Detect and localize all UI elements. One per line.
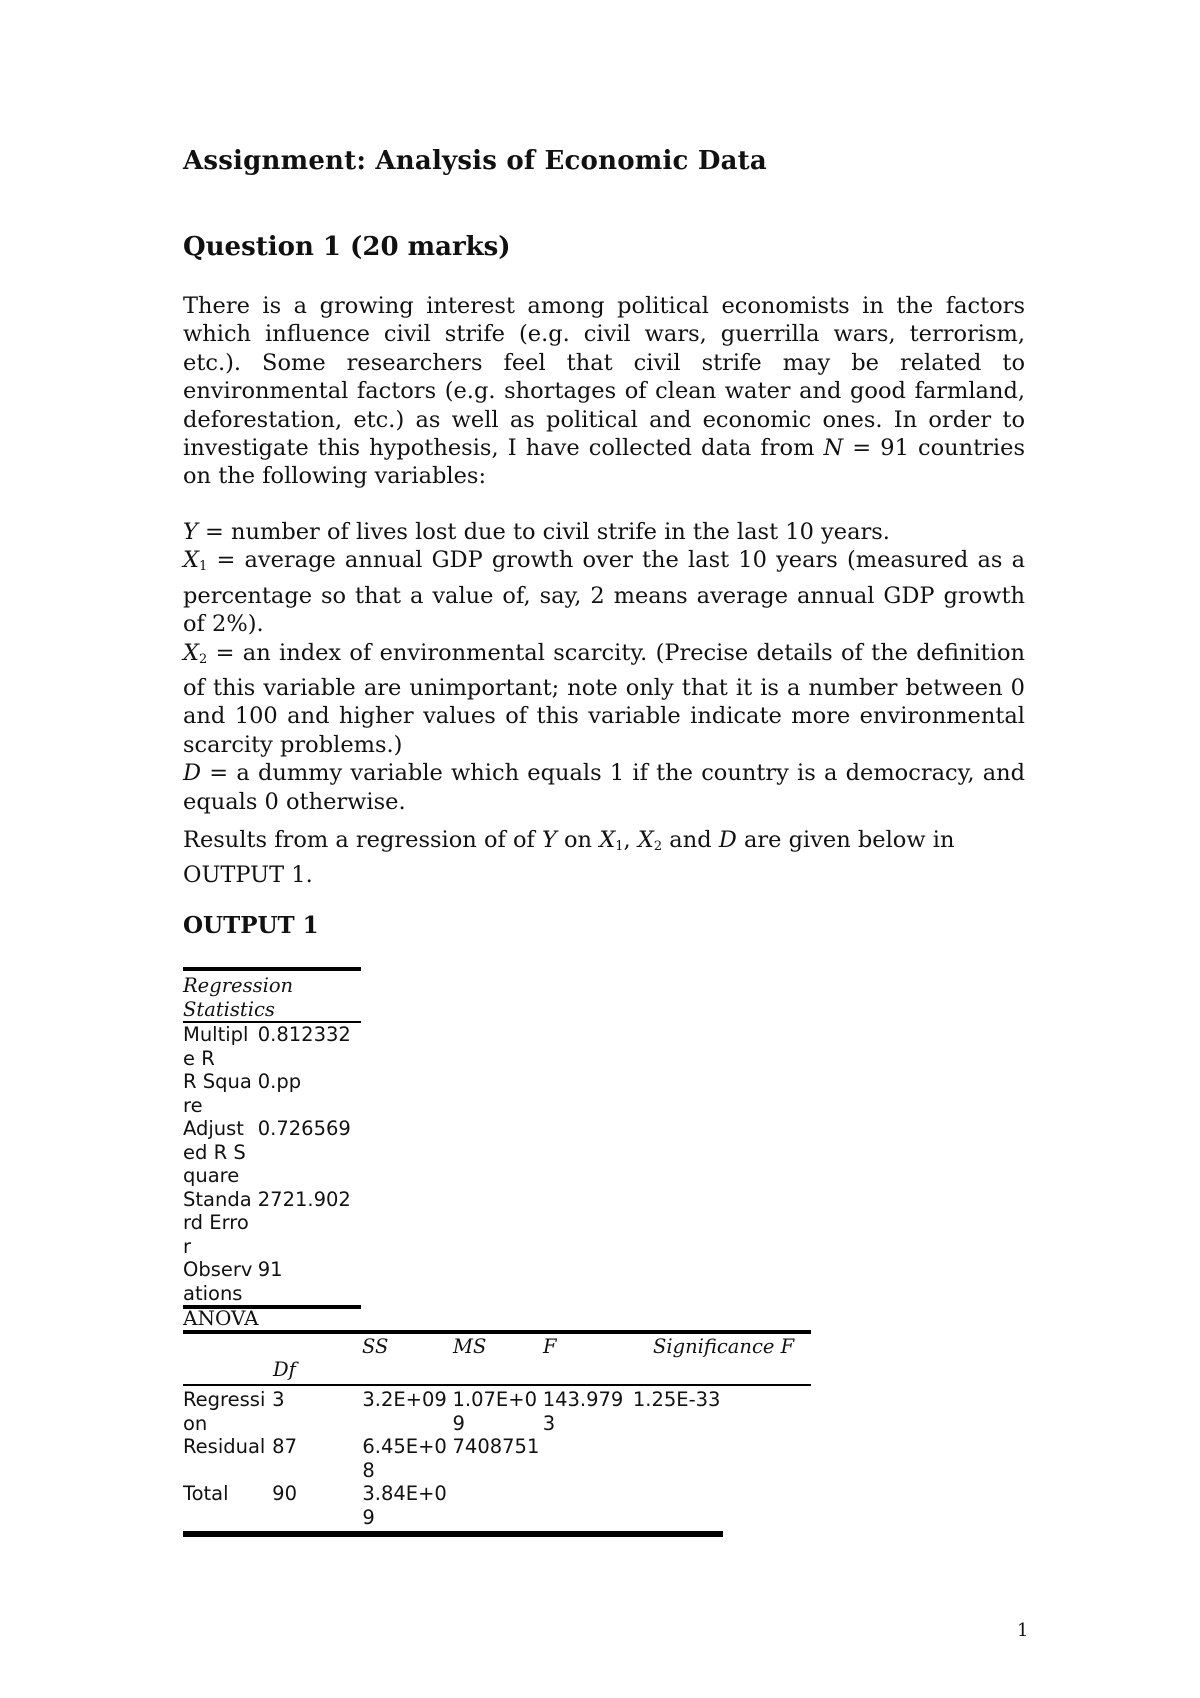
results-x1-symbol: X bbox=[599, 827, 616, 853]
page-number: 1 bbox=[1017, 1620, 1029, 1641]
output-heading: OUTPUT 1 bbox=[183, 912, 319, 939]
x2-text: = an index of environmental scarcity. (Precise details of the definition of this variable are unimportant; note only that it is a number between 0 and 100 and higher values of this variable indicate more environmental scarcity problems.) bbox=[183, 639, 1025, 758]
variable-definitions bbox=[183, 518, 1025, 816]
anova-ms: 7408751 bbox=[452, 1435, 540, 1458]
table-row bbox=[183, 1117, 361, 1188]
results-x2-symbol: X bbox=[637, 827, 654, 853]
stat-value: 0.812332 bbox=[257, 1023, 351, 1046]
results-text-4: and bbox=[662, 827, 719, 853]
anova-df: 87 bbox=[272, 1435, 297, 1458]
x1-subscript: 1 bbox=[199, 559, 208, 575]
x1-text: = average annual GDP growth over the last 10 years (measured as a percentage so that a value of, say, 2 means average annual GDP growth of 2%). bbox=[183, 547, 1025, 638]
anova-f bbox=[543, 1435, 633, 1482]
results-x1-subscript: 1 bbox=[615, 839, 624, 854]
anova-header-row bbox=[183, 1330, 811, 1386]
regression-statistics-header: Regression Statistics bbox=[183, 971, 361, 1023]
stat-label: Multiple R bbox=[183, 1023, 249, 1070]
results-text-1: Results from a regression of of bbox=[183, 827, 542, 853]
variable-x1-definition bbox=[183, 546, 1025, 638]
question-heading: Question 1 (20 marks) bbox=[183, 232, 511, 262]
x2-subscript: 2 bbox=[199, 651, 208, 667]
variable-y-definition bbox=[183, 518, 1025, 546]
anova-significance: 1.25E-33 bbox=[632, 1388, 721, 1411]
anova-label: ANOVA bbox=[183, 1306, 259, 1330]
anova-ms bbox=[453, 1482, 543, 1529]
results-paragraph bbox=[183, 826, 1025, 890]
anova-body bbox=[183, 1386, 723, 1537]
stat-value: 2721.902 bbox=[257, 1187, 351, 1211]
anova-ms: 1.07E+09 bbox=[452, 1388, 537, 1435]
n-symbol: N bbox=[823, 435, 844, 462]
anova-source: Residual bbox=[183, 1435, 266, 1458]
regression-statistics-table bbox=[183, 967, 361, 1309]
table-row bbox=[183, 1023, 361, 1070]
x1-symbol: X bbox=[183, 547, 200, 574]
stat-value: 91 bbox=[257, 1258, 283, 1281]
stat-label: Adjusted R Square bbox=[183, 1117, 246, 1187]
results-text-2: on bbox=[556, 827, 600, 853]
intro-text-2: = 91 countries on the following variables: bbox=[183, 435, 1025, 490]
stat-label: R Square bbox=[183, 1070, 252, 1117]
anova-source: Total bbox=[183, 1482, 229, 1505]
variable-x2-definition bbox=[183, 639, 1025, 760]
anova-header-significance: Significance F bbox=[653, 1335, 795, 1358]
anova-header-ss: SS bbox=[362, 1335, 389, 1358]
anova-f bbox=[543, 1482, 633, 1529]
y-symbol: Y bbox=[183, 519, 198, 545]
stat-label: Standard Error bbox=[183, 1187, 252, 1258]
results-d-symbol: D bbox=[718, 827, 737, 853]
anova-significance bbox=[633, 1482, 723, 1529]
anova-header-ms: MS bbox=[453, 1335, 487, 1358]
table-row bbox=[183, 1388, 723, 1435]
d-text: = a dummy variable which equals 1 if the country is a democracy, and equals 0 otherwise. bbox=[183, 760, 1025, 815]
anova-table bbox=[183, 1330, 811, 1537]
intro-paragraph bbox=[183, 292, 1025, 491]
document-title: Assignment: Analysis of Economic Data bbox=[183, 146, 767, 176]
x2-symbol: X bbox=[183, 639, 200, 666]
intro-text-1: There is a growing interest among political economists in the factors which influence civil strife (e.g. civil wars, guerrilla wars, terrorism, etc.). Some researchers feel that civil strife may be related to environmental factors (e.g. shortages of clean water and good farmland, deforestation, etc.) as well as political and economic ones. In order to investigate this hypothesis, I have collected data from bbox=[183, 293, 1025, 462]
anova-df: 90 bbox=[272, 1482, 297, 1505]
y-text: = number of lives lost due to civil strife in the last 10 years. bbox=[197, 519, 890, 545]
table-row bbox=[183, 1435, 723, 1482]
anova-ss: 3.2E+09 bbox=[362, 1388, 447, 1411]
anova-ss: 6.45E+08 bbox=[362, 1435, 447, 1482]
anova-significance bbox=[633, 1435, 723, 1482]
table-row bbox=[183, 1188, 361, 1259]
d-symbol: D bbox=[183, 760, 202, 787]
table-row bbox=[183, 1070, 361, 1117]
stat-label: Observations bbox=[183, 1258, 253, 1305]
results-y-symbol: Y bbox=[542, 827, 557, 853]
anova-header-f: F bbox=[543, 1335, 557, 1358]
anova-header-df: Df bbox=[273, 1358, 296, 1381]
table-row bbox=[183, 1258, 361, 1305]
anova-df: 3 bbox=[272, 1388, 285, 1411]
results-text-3: , bbox=[623, 827, 638, 853]
table-row bbox=[183, 1482, 723, 1529]
stat-value: 0.726569 bbox=[257, 1117, 351, 1140]
anova-source: Regression bbox=[183, 1388, 266, 1435]
results-text-5: are given below in OUTPUT 1. bbox=[183, 827, 955, 889]
anova-ss: 3.84E+09 bbox=[362, 1482, 447, 1529]
variable-d-definition bbox=[183, 759, 1025, 816]
stat-value: 0.pp bbox=[257, 1070, 302, 1093]
anova-f: 143.9793 bbox=[542, 1388, 624, 1435]
results-x2-subscript: 2 bbox=[653, 839, 663, 854]
